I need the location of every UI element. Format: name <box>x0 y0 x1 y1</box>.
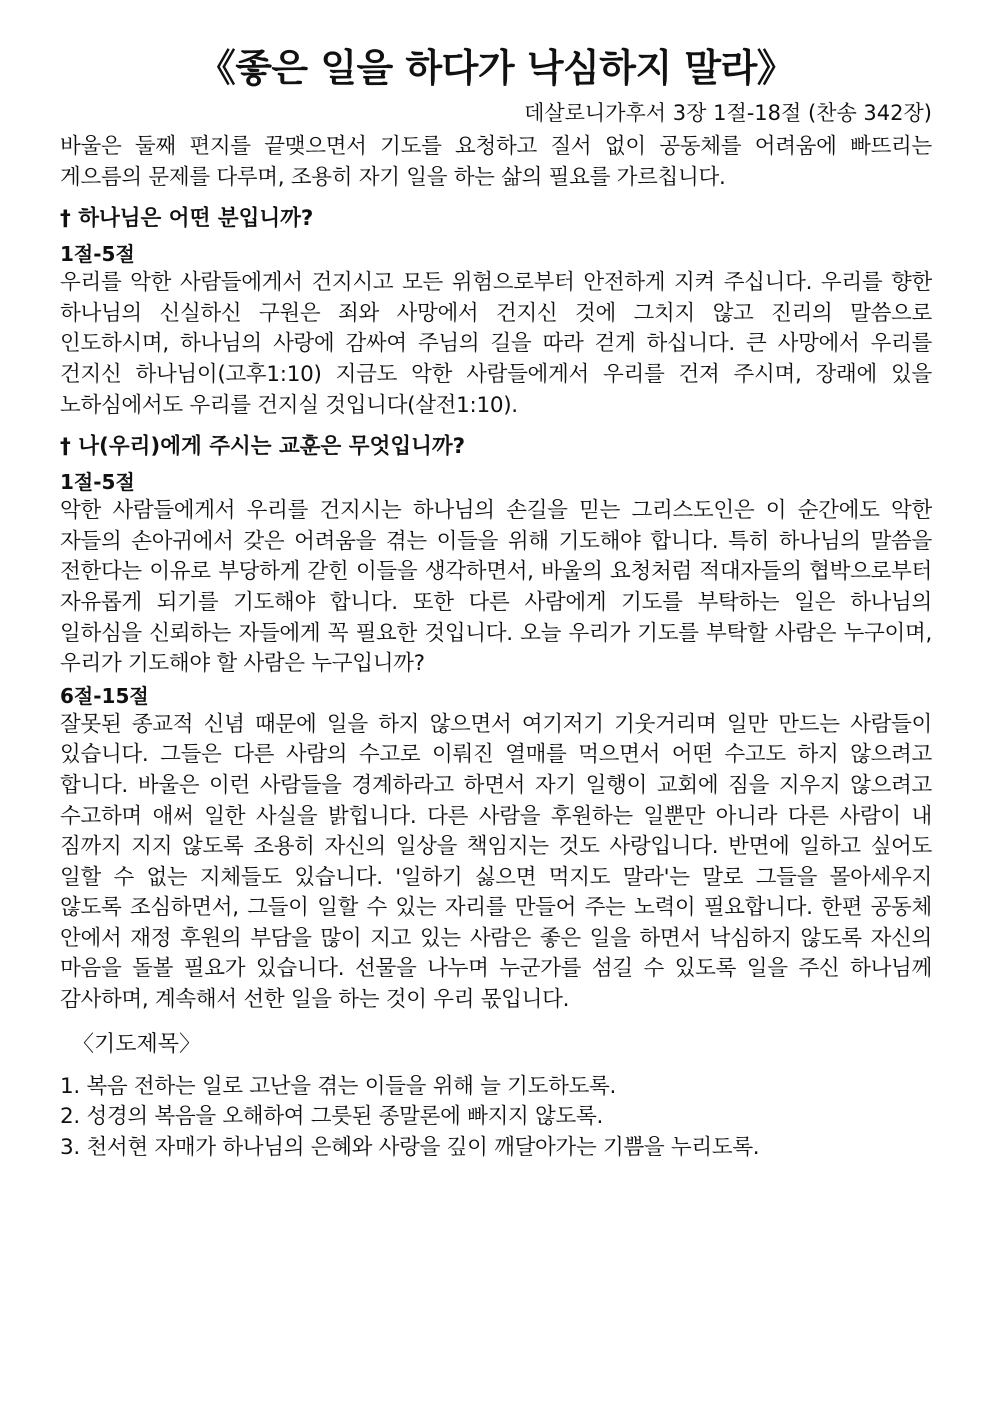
intro-paragraph: 바울은 둘째 편지를 끝맺으면서 기도를 요청하고 질서 없이 공동체를 어려움에 빠뜨리는 게으름의 문제를 다루며, 조용히 자기 일을 하는 삶의 필요를 가르칩니다. <box>60 134 932 190</box>
prayer-topics-list <box>60 1072 932 1164</box>
prayer-topics-title: 〈기도제목〉 <box>72 1031 202 1057</box>
prayer-item: 3. 천서현 자매가 하나님의 은혜와 사랑을 깊이 깨달아가는 기쁨을 누리도록. <box>60 1134 760 1160</box>
section-paragraph: 잘못된 종교적 신념 때문에 일을 하지 않으면서 여기저기 기웃거리며 일만 만드는 사람들이 있습니다. 그들은 다른 사람의 수고로 이뤄진 열매를 먹으면서 어떤 수고도 하지 않으려고 합니다. 바울은 이런 사람들을 경계하라고 하면서 자기 일행이 교회에 짐을 지우지 않으려고 수고하며 애써 일한 사실을 밝힙니다. 다른 사람을 후원하는 일뿐만 아니라 다른 사람이 내 짐까지 지지 않도록 조용히 자신의 일상을 책임지는 것도 사랑입니다. 반면에 일하고 싶어도 일할 수 없는 지체들도 있습니다. '일하기 싫으면 먹지도 말라'는 말로 그들을 몰아세우지 않도록 조심하면서, 그들이 일할 수 있는 자리를 만들어 주는 노력이 필요합니다. 한편 공동체 안에서 재정 후원의 부담을 많이 지고 있는 사람은 좋은 일을 하면서 낙심하지 않도록 자신의 마음을 돌볼 필요가 있습니다. 선물을 나누며 누군가를 섬길 수 있도록 일을 주신 하나님께 감사하며, 계속해서 선한 일을 하는 것이 우리 몫입니다. <box>60 711 932 1013</box>
document-page <box>60 40 932 1163</box>
section-paragraph: 우리를 악한 사람들에게서 건지시고 모든 위험으로부터 안전하게 지켜 주십니다. 우리를 향한 하나님의 신실하신 구원은 죄와 사망에서 건지신 것에 그치지 않고 진리의 말씀으로 인도하시며, 하나님의 사랑에 감싸여 주님의 길을 따라 걷게 하십니다. 큰 사망에서 우리를 건지신 하나님이(고후1:10) 지금도 악한 사람들에게서 우리를 건져 주시며, 장래에 있을 노하심에서도 우리를 건지실 것입니다(살전1:10). <box>60 270 932 418</box>
prayer-item: 2. 성경의 복음을 오해하여 그릇된 종말론에 빠지지 않도록. <box>60 1104 603 1130</box>
scripture-reference: 데살로니가후서 3장 1절-18절 (찬송 342장) <box>524 101 932 125</box>
verse-range-label: 1절-5절 <box>60 470 135 495</box>
section-paragraph: 악한 사람들에게서 우리를 건지시는 하나님의 손길을 믿는 그리스도인은 이 순간에도 악한 자들의 손아귀에서 갖은 어려움을 겪는 이들을 위해 기도해야 합니다. 특히 하나님의 말씀을 전한다는 이유로 부당하게 갇힌 이들을 생각하면서, 바울의 요청처럼 적대자들의 협박으로부터 자유롭게 되기를 기도해야 합니다. 또한 다른 사람에게 기도를 부탁하는 일은 하나님의 일하심을 신뢰하는 자들에게 꼭 필요한 것입니다. 오늘 우리가 기도를 부탁할 사람은 누구이며, 우리가 기도해야 할 사람은 누구입니까? <box>60 498 932 677</box>
section-heading-lesson: † 나(우리)에게 주시는 교훈은 무엇입니까? <box>60 434 466 460</box>
prayer-item: 1. 복음 전하는 일로 고난을 겪는 이들을 위해 늘 기도하도록. <box>60 1073 617 1099</box>
verse-range-label: 6절-15절 <box>60 683 149 708</box>
section-heading-who-is-god: † 하나님은 어떤 분입니까? <box>60 206 314 232</box>
verse-range-label: 1절-5절 <box>60 242 135 267</box>
document-title: 《좋은 일을 하다가 낙심하지 말라》 <box>197 46 795 90</box>
